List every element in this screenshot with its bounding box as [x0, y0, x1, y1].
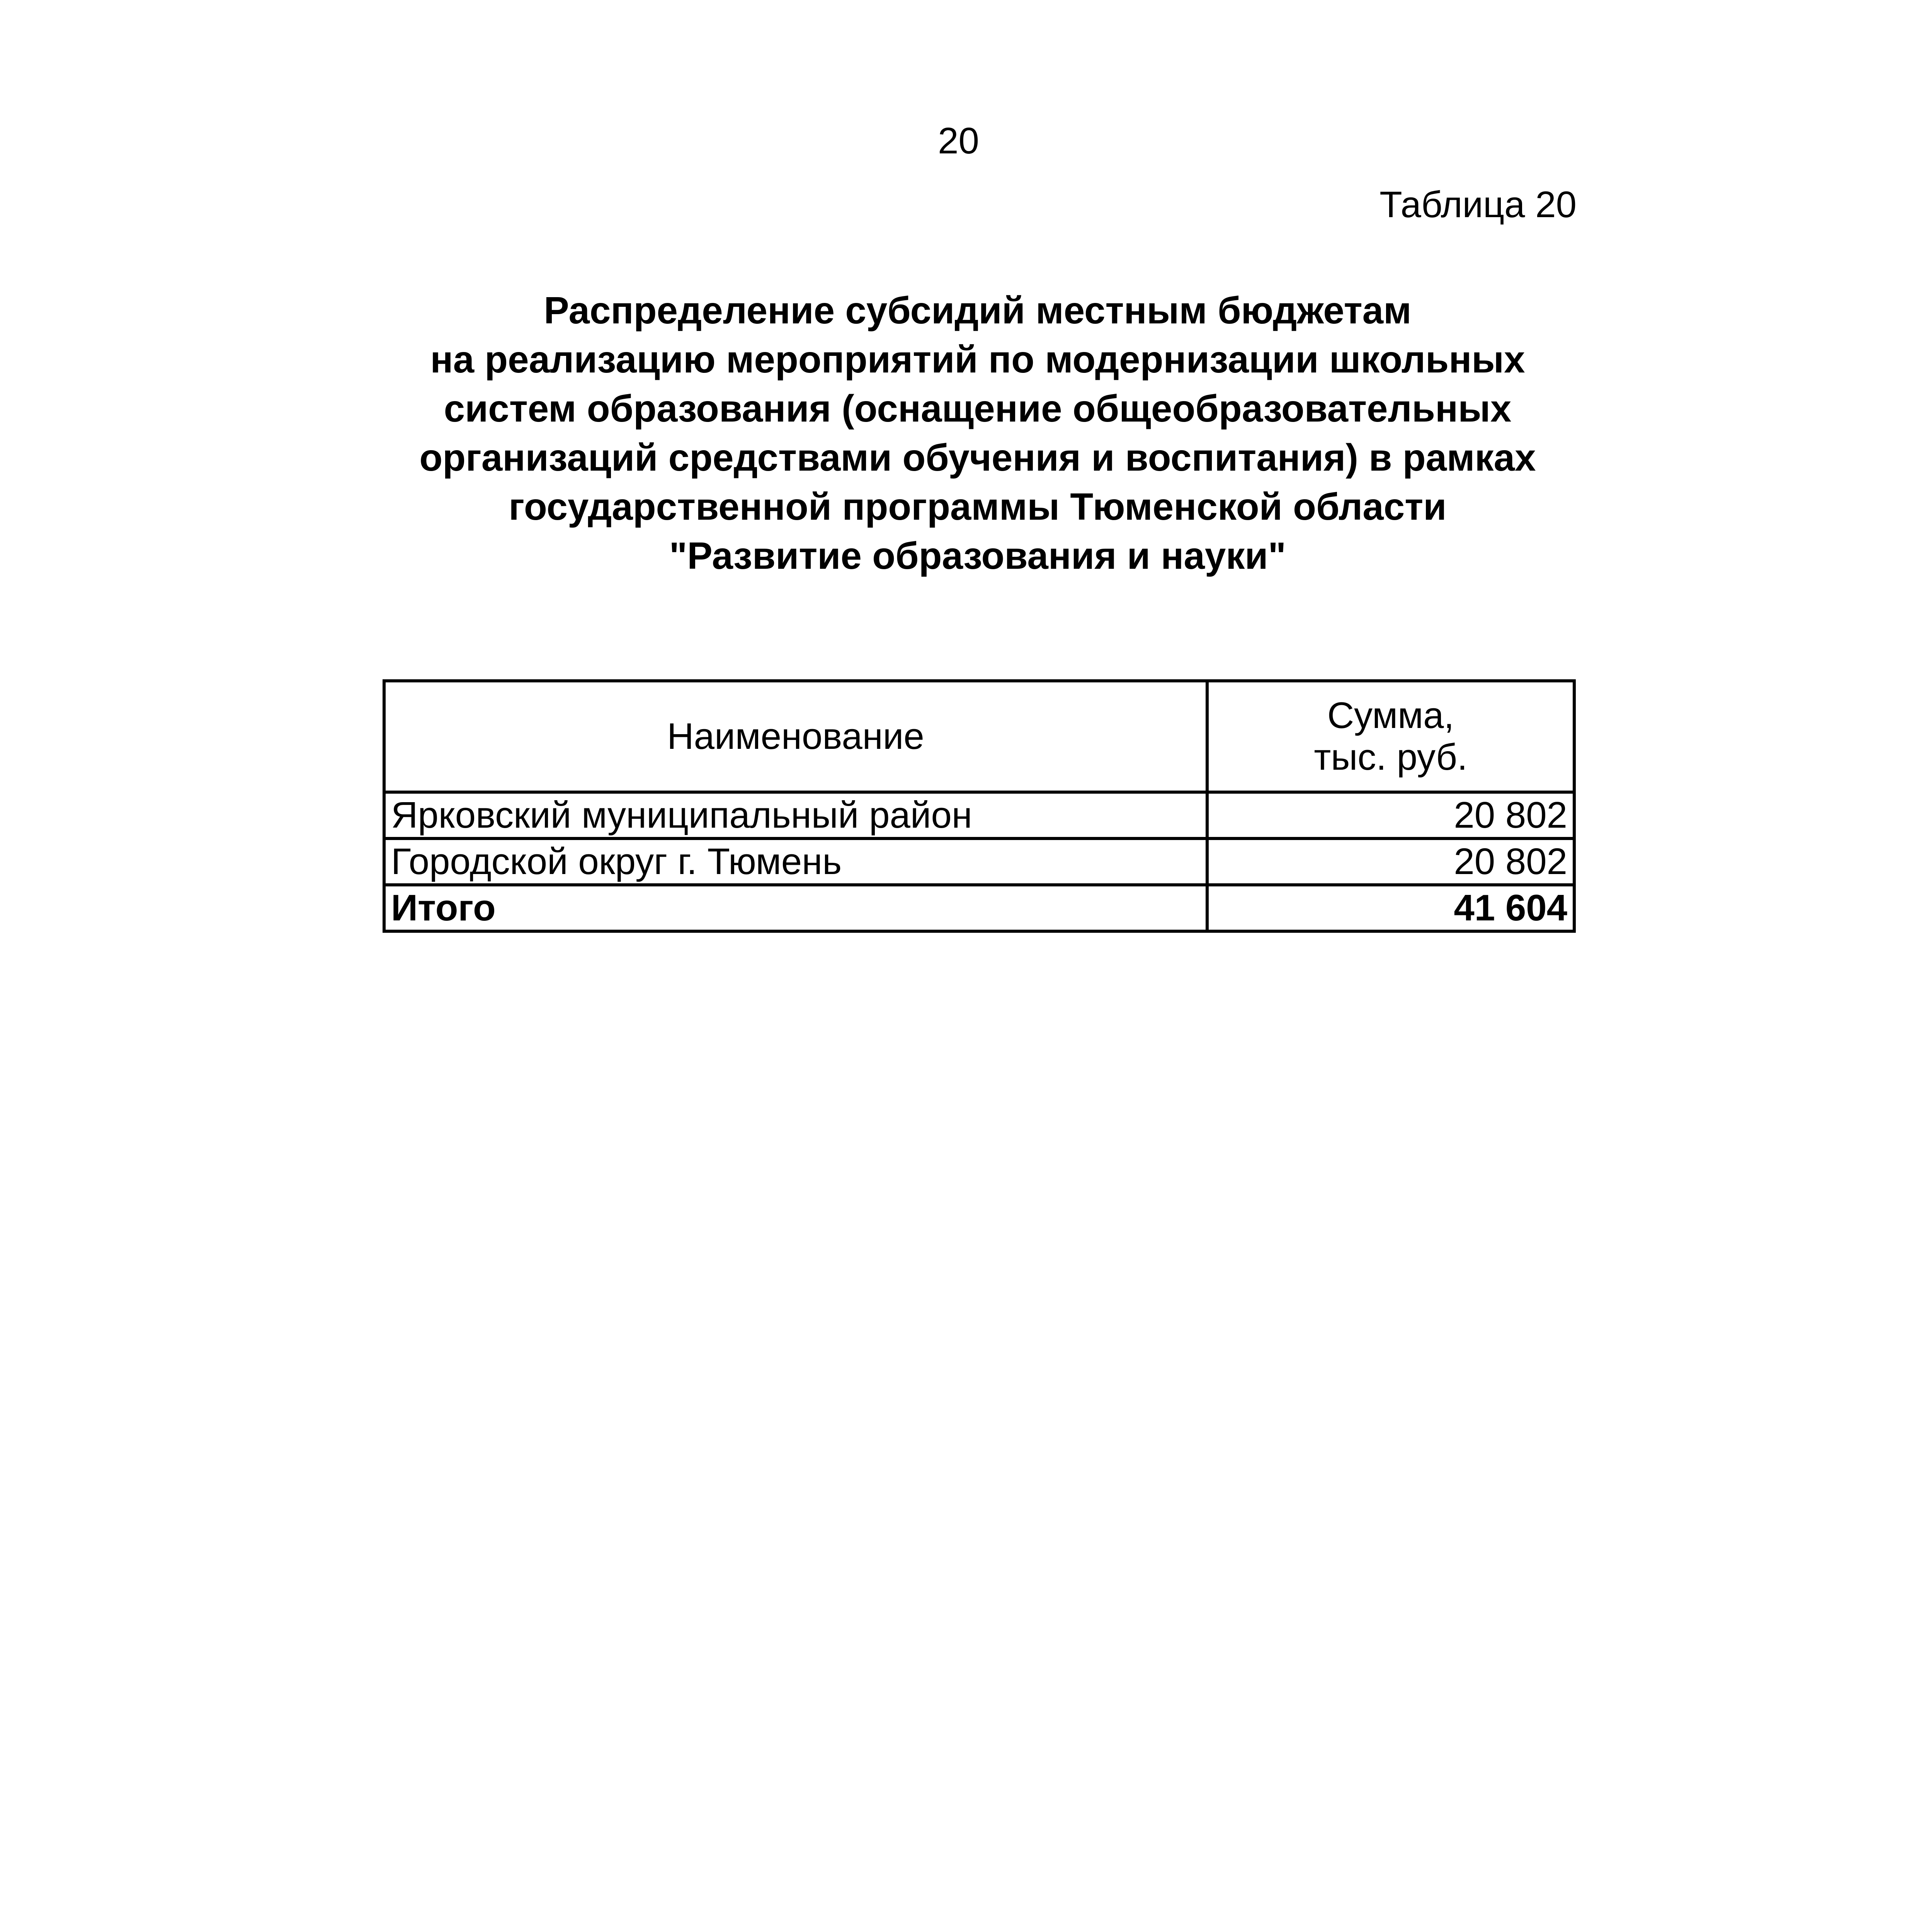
table-row	[384, 792, 1574, 838]
title-line: на реализацию мероприятий по модернизации школьных	[430, 338, 1525, 381]
title-line: организаций средствами обучения и воспитания) в рамках	[419, 436, 1536, 479]
header-name: Наименование	[384, 681, 1207, 792]
row-name: Ярковский муниципальный район	[384, 792, 1207, 838]
title-line: "Развитие образования и науки"	[669, 534, 1286, 577]
row-sum: 20 802	[1207, 792, 1574, 838]
header-sum-line2: тыс. руб.	[1314, 736, 1468, 778]
title-line: систем образования (оснащение общеобразовательных	[444, 387, 1512, 430]
header-sum-line1: Сумма,	[1327, 695, 1454, 736]
table-caption: Таблица 20	[1379, 184, 1577, 225]
header-sum	[1207, 681, 1574, 792]
row-sum: 20 802	[1207, 838, 1574, 885]
title-line: государственной программы Тюменской области	[509, 485, 1447, 528]
document-title	[270, 286, 1685, 580]
title-line: Распределение субсидий местным бюджетам	[544, 289, 1412, 332]
page-number: 20	[938, 120, 979, 162]
total-sum: 41 604	[1207, 885, 1574, 931]
total-row	[384, 885, 1574, 931]
row-name: Городской округ г. Тюмень	[384, 838, 1207, 885]
subsidy-table	[383, 679, 1576, 933]
total-label: Итого	[384, 885, 1207, 931]
table-header-row	[384, 681, 1574, 792]
table-row	[384, 838, 1574, 885]
